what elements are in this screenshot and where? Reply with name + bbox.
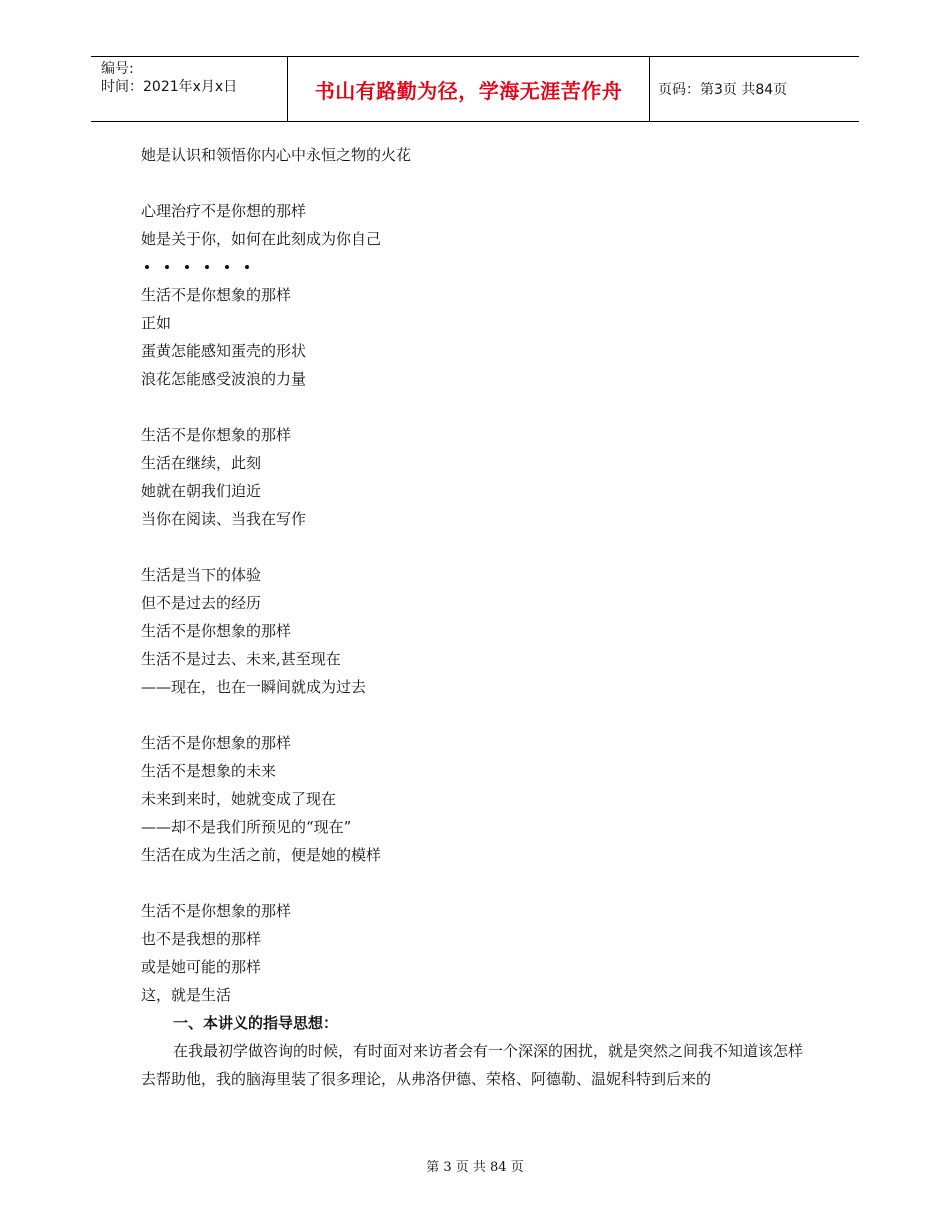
blank-line (141, 701, 821, 729)
section-heading: 一、本讲义的指导思想： (173, 1014, 339, 1032)
poem-line: ——现在，也在一瞬间就成为过去 (141, 678, 367, 696)
blank-line (141, 869, 821, 897)
poem-line: 但不是过去的经历 (141, 594, 262, 612)
blank-line (141, 393, 821, 421)
poem-line: 未来到来时，她就变成了现在 (141, 790, 337, 808)
page-footer: 第 3 页 共 84 页 (426, 1160, 524, 1175)
poem-line: 蛋黄怎能感知蛋壳的形状 (141, 342, 307, 360)
body-paragraph: 在我最初学做咨询的时候，有时面对来访者会有一个深深的困扰，就是突然之间我不知道该怎样去帮助他，我的脑海里装了很多理论，从弗洛伊德、荣格、阿德勒、温妮科特到后来的 (141, 1042, 804, 1088)
poem-line: 生活不是你想象的那样 (141, 426, 292, 444)
blank-line (141, 169, 821, 197)
header-motto: 书山有路勤为径，学海无涯苦作舟 (287, 57, 650, 121)
header-page-info: 页码：第3页 共84页 (658, 82, 788, 98)
header-number-label: 编号: (101, 61, 134, 77)
dot-icon (185, 265, 189, 269)
dot-icon (205, 265, 209, 269)
dot-icon (165, 265, 169, 269)
poem-line: ——却不是我们所预见的“现在” (141, 818, 352, 836)
poem-line: 生活不是过去、未来,甚至现在 (141, 650, 341, 668)
blank-line (141, 533, 821, 561)
dot-icon (245, 265, 249, 269)
poem-line: 她就在朝我们迫近 (141, 482, 262, 500)
poem-line: 生活不是你想象的那样 (141, 902, 292, 920)
poem-line: 生活在继续，此刻 (141, 454, 262, 472)
header-time-label: 时间：2021年x月x日 (101, 79, 238, 95)
poem-line: 生活不是你想象的那样 (141, 286, 292, 304)
header-meta (91, 57, 287, 121)
document-body (141, 141, 821, 1093)
poem-line: 生活在成为生活之前，便是她的模样 (141, 846, 382, 864)
ellipsis-dots (141, 253, 821, 281)
poem-line: 生活不是想象的未来 (141, 762, 277, 780)
dot-icon (145, 265, 149, 269)
poem-line: 她是关于你，如何在此刻成为你自己 (141, 230, 382, 248)
poem-line: 当你在阅读、当我在写作 (141, 510, 307, 528)
poem-line: 这，就是生活 (141, 986, 232, 1004)
poem-line: 也不是我想的那样 (141, 930, 262, 948)
poem-line: 生活是当下的体验 (141, 566, 262, 584)
poem-line: 心理治疗不是你想的那样 (141, 202, 307, 220)
poem-line: 她是认识和领悟你内心中永恒之物的火花 (141, 146, 412, 164)
dot-icon (225, 265, 229, 269)
document-header (91, 56, 859, 122)
poem-line: 生活不是你想象的那样 (141, 734, 292, 752)
poem-line: 或是她可能的那样 (141, 958, 262, 976)
poem-line: 生活不是你想象的那样 (141, 622, 292, 640)
poem-line: 正如 (141, 314, 172, 332)
poem-line: 浪花怎能感受波浪的力量 (141, 370, 307, 388)
